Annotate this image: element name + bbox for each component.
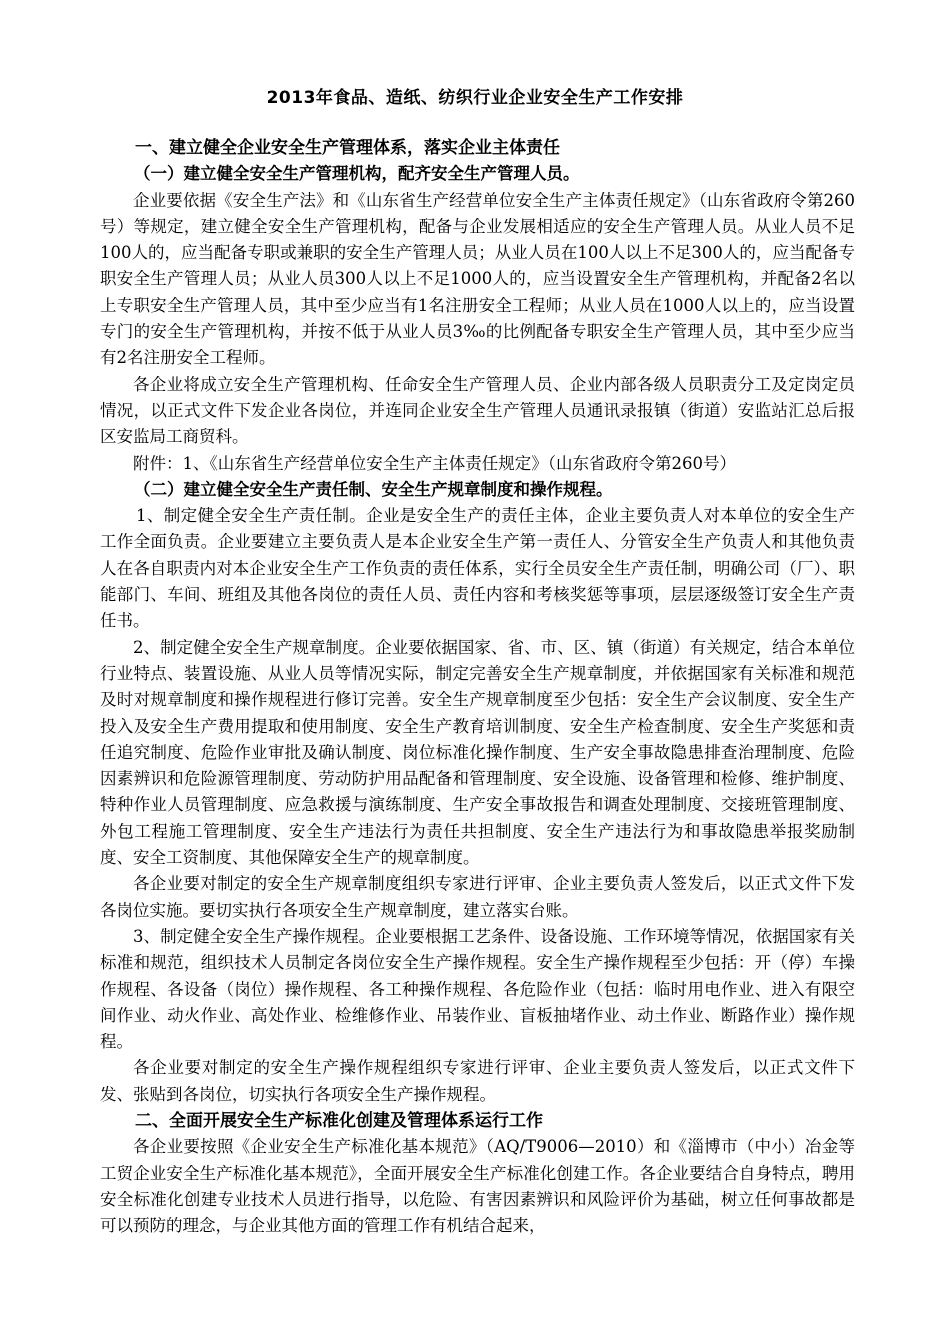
- paragraph: 企业要依据《安全生产法》和《山东省生产经营单位安全生产主体责任规定》（山东省政府令第260号）等规定，建立健全安全生产管理机构，配备与企业发展相适应的安全生产管理人员。从业人员不足100人的，应当配备专职或兼职的安全生产管理人员；从业人员在100人以上不足300人的，应当配备专职安全生产管理人员；从业人员300人以上不足1000人的，应当设置安全生产管理机构，并配备2名以上专职安全生产管理人员，其中至少应当有1名注册安全工程师；从业人员在1000人以上的，应当设置专门的安全生产管理机构，并按不低于从业人员3‰的比例配备专职安全生产管理人员，其中至少应当有2名注册安全工程师。: [100, 190, 855, 368]
- section-2-heading: 二、全面开展安全生产标准化创建及管理体系运行工作: [135, 1110, 543, 1131]
- document-body: [100, 135, 855, 1239]
- paragraph: 2、制定健全安全生产规章制度。企业要依据国家、省、市、区、镇（街道）有关规定，结合本单位行业特点、装置设施、从业人员等情况实际，制定完善安全生产规章制度，并依据国家有关标准和规范及时对规章制度和操作规程进行修订完善。安全生产规章制度至少包括：安全生产会议制度、安全生产投入及安全生产费用提取和使用制度、安全生产教育培训制度、安全生产检查制度、安全生产奖惩和责任追究制度、危险作业审批及确认制度、岗位标准化操作制度、生产安全事故隐患排查治理制度、危险因素辨识和危险源管理制度、劳动防护用品配备和管理制度、安全设施、设备管理和检修、维护制度、特种作业人员管理制度、应急救援与演练制度、生产安全事故报告和调查处理制度、交接班管理制度、外包工程施工管理制度、安全生产违法行为责任共担制度、安全生产违法行为和事故隐患举报奖励制度、安全工资制度、其他保障安全生产的规章制度。: [100, 637, 855, 868]
- attachment-note: 附件：1、《山东省生产经营单位安全生产主体责任规定》（山东省政府令第260号）: [133, 453, 736, 473]
- section-1-1-heading: （一）建立健全安全生产管理机构，配齐安全生产管理人员。: [134, 164, 580, 184]
- paragraph: 各企业要按照《企业安全生产标准化基本规范》（AQ/T9006—2010）和《淄博市（中小）冶金等工贸企业安全生产标准化基本规范》，全面开展安全生产标准化创建工作。各企业要结合自身特点，聘用安全标准化创建专业技术人员进行指导，以危险、有害因素辨识和风险评价为基础，树立任何事故都是可以预防的理念，与企业其他方面的管理工作有机结合起来，: [100, 1137, 855, 1236]
- section-1-2-heading: （二）建立健全安全生产责任制、安全生产规章制度和操作规程。: [134, 479, 613, 499]
- paragraph: 1、制定健全安全生产责任制。企业是安全生产的责任主体，企业主要负责人对本单位的安全生产工作全面负责。企业要建立主要负责人是本企业安全生产第一责任人、分管安全生产负责人和其他负责人在各自职责内对本企业安全生产工作负责的责任体系，实行全员安全生产责任制，明确公司（厂）、职能部门、车间、班组及其他各岗位的责任人员、责任内容和考核奖惩等事项，层层逐级签订安全生产责任书。: [100, 506, 855, 631]
- document-title: 2013年食品、造纸、纺织行业企业安全生产工作安排: [266, 88, 684, 108]
- paragraph: 3、制定健全安全生产操作规程。企业要根据工艺条件、设备设施、工作环境等情况，依据国家有关标准和规范，组织技术人员制定各岗位安全生产操作规程。安全生产操作规程至少包括：开（停）车操作规程、各设备（岗位）操作规程、各工种操作规程、各危险作业（包括：临时用电作业、进入有限空间作业、动火作业、高处作业、检维修作业、吊装作业、盲板抽堵作业、动土作业、断路作业）操作规程。: [100, 926, 855, 1052]
- paragraph: 各企业要对制定的安全生产操作规程组织专家进行评审、企业主要负责人签发后，以正式文件下发、张贴到各岗位，切实执行各项安全生产操作规程。: [100, 1058, 855, 1104]
- section-1-heading: 一、建立健全企业安全生产管理体系，落实企业主体责任: [135, 138, 560, 158]
- paragraph: 各企业将成立安全生产管理机构、任命安全生产管理人员、企业内部各级人员职责分工及定岗定员情况，以正式文件下发企业各岗位，并连同企业安全生产管理人员通讯录报镇（街道）安监站汇总后报区安监局工商贸科。: [100, 374, 855, 447]
- paragraph: 各企业要对制定的安全生产规章制度组织专家进行评审、企业主要负责人签发后，以正式文件下发各岗位实施。要切实执行各项安全生产规章制度，建立落实台账。: [100, 874, 855, 920]
